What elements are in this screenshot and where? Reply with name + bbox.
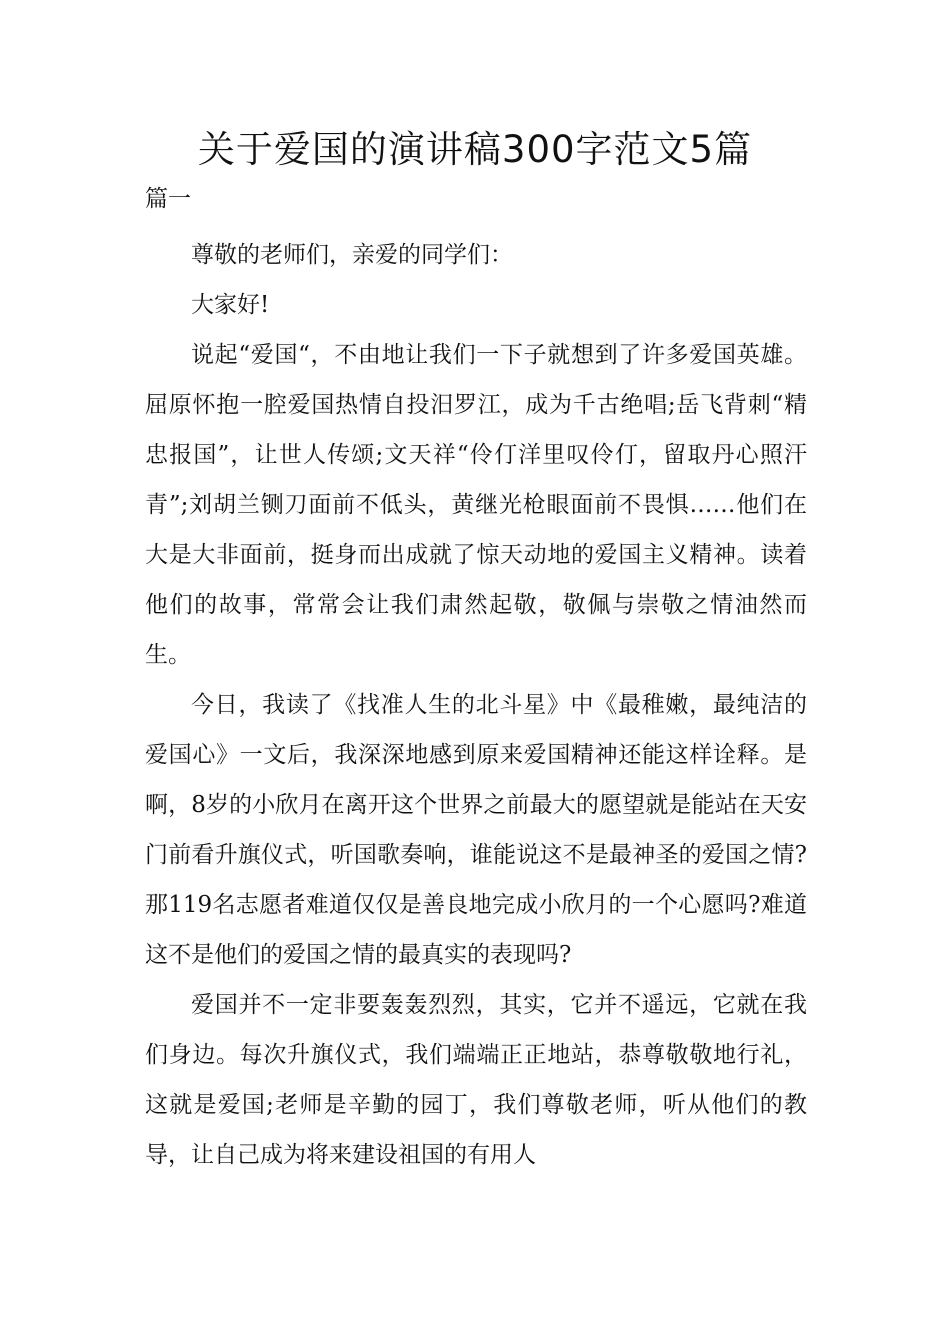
document-body xyxy=(145,230,807,1180)
paragraph: 今日，我读了《找准人生的北斗星》中《最稚嫩，最纯洁的爱国心》一文后，我深深地感到原来爱国精神还能这样诠释。是啊，8岁的小欣月在离开这个世界之前最大的愿望就是能站在天安门前看升旗仪式，听国歌奏响，谁能说这不是最神圣的爱国之情?那119名志愿者难道仅仅是善良地完成小欣月的一个心愿吗?难道这不是他们的爱国之情的最真实的表现吗? xyxy=(145,692,807,968)
document-title: 关于爱国的演讲稿300字范文5篇 xyxy=(197,128,753,171)
paragraph: 爱国并不一定非要轰轰烈烈，其实，它并不遥远，它就在我们身边。每次升旗仪式，我们端端正正地站，恭尊敬敬地行礼，这就是爱国;老师是辛勤的园丁，我们尊敬老师，听从他们的教导，让自己成为将来建设祖国的有用人 xyxy=(145,992,807,1168)
paragraph-hello: 大家好! xyxy=(191,292,270,318)
paragraph: 说起“爱国“，不由地让我们一下子就想到了许多爱国英雄。屈原怀抱一腔爱国热情自投汨罗江，成为千古绝唱;岳飞背刺“精忠报国”，让世人传颂;文天祥“伶仃洋里叹伶仃，留取丹心照汗青”;刘胡兰铡刀面前不低头，黄继光枪眼面前不畏惧……他们在大是大非面前，挺身而出成就了惊天动地的爱国主义精神。读着他们的故事，常常会让我们肃然起敬，敬佩与崇敬之情油然而生。 xyxy=(145,342,807,668)
section-label: 篇一 xyxy=(145,186,191,212)
paragraph-greeting: 尊敬的老师们，亲爱的同学们： xyxy=(191,242,513,268)
